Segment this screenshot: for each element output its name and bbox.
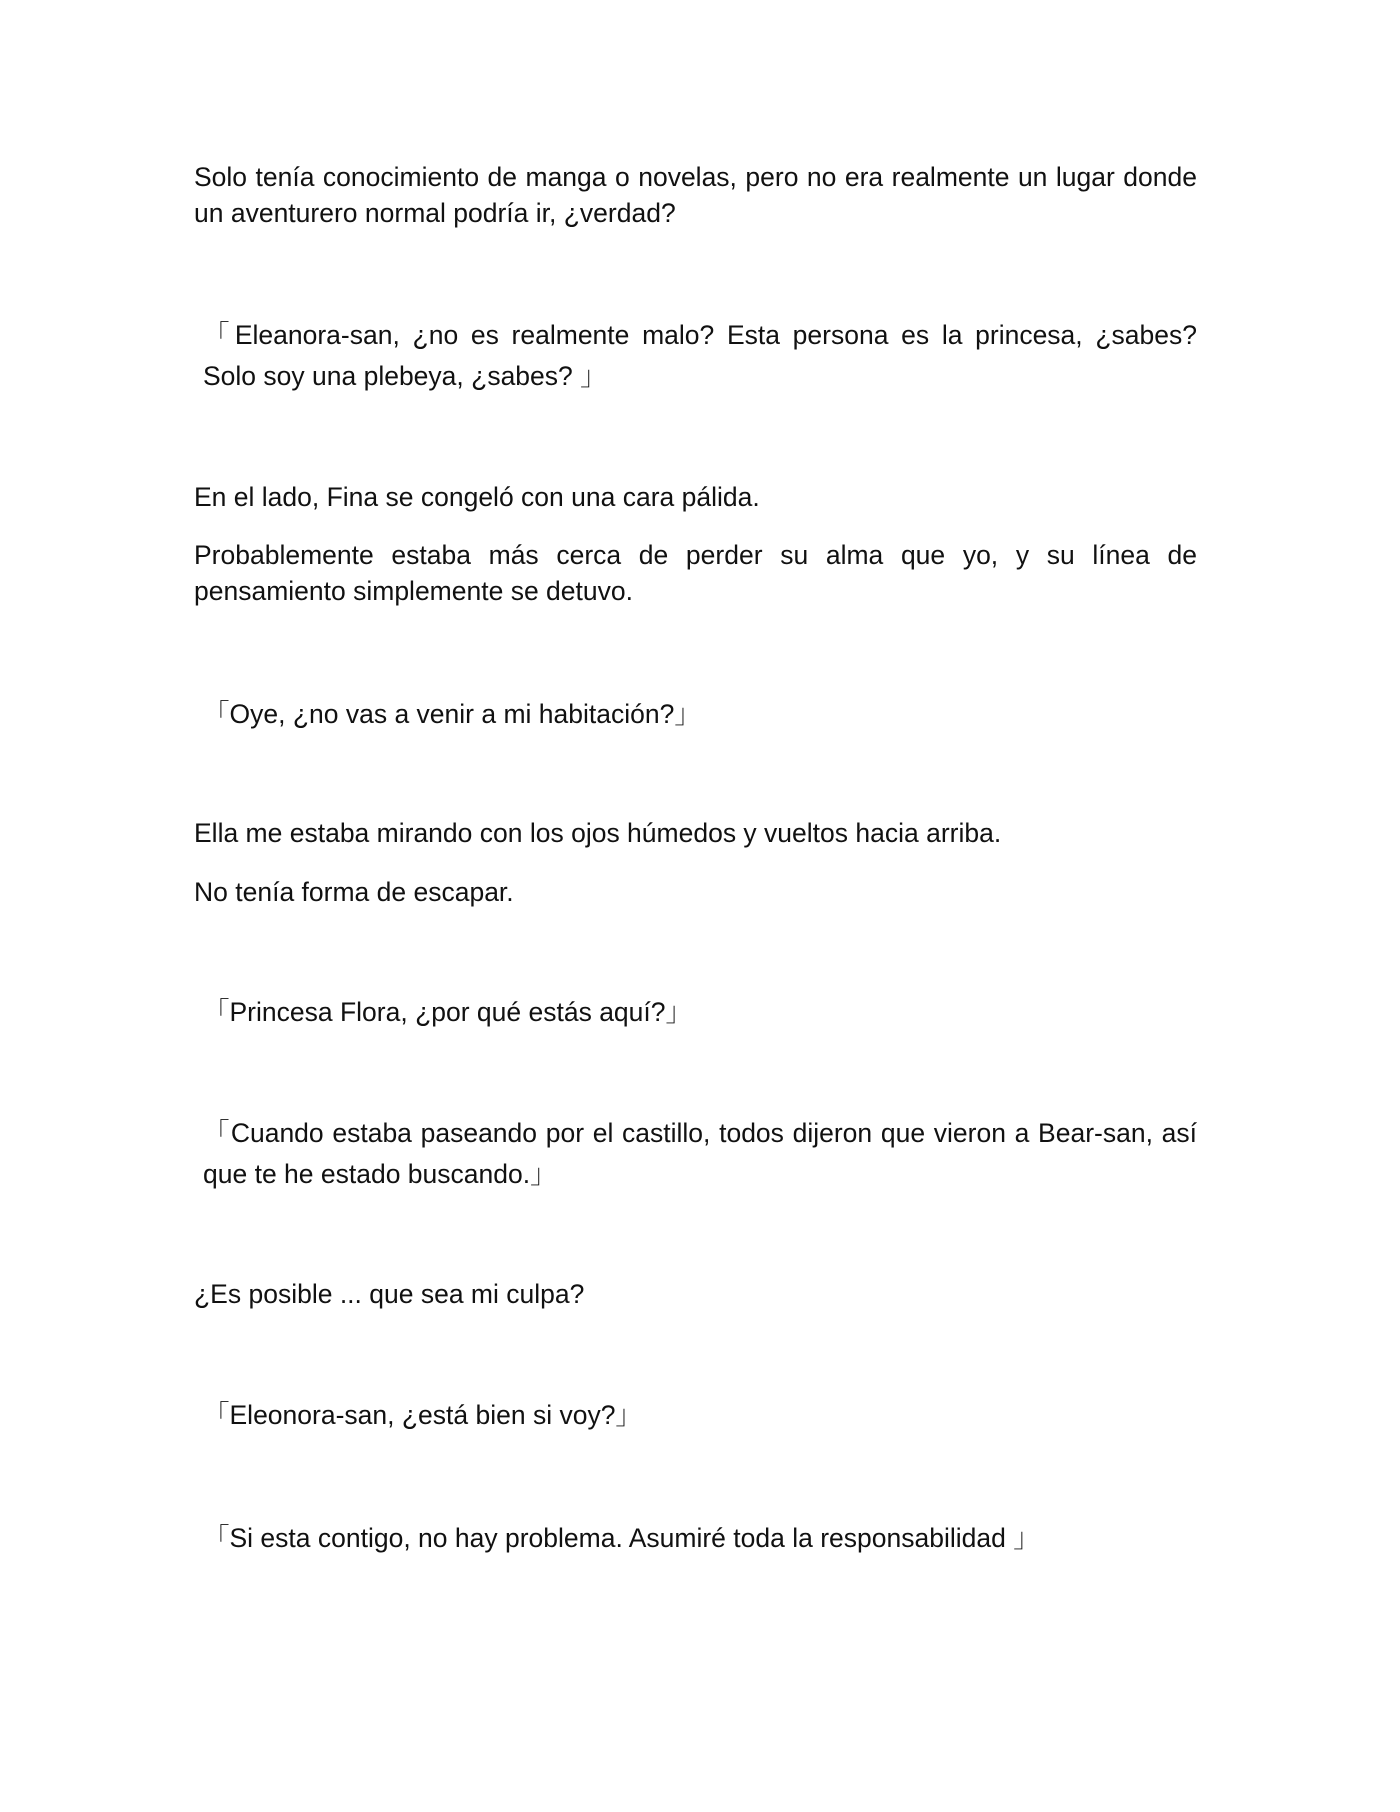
paragraph-narration: ¿Es posible ... que sea mi culpa? (194, 1279, 585, 1309)
paragraph-dialogue: 「Eleonora-san, ¿está bien si voy?」 (203, 1400, 642, 1430)
paragraph-narration: Probablemente estaba más cerca de perder su alma que yo, y su línea de pensamiento simplemente se detuvo. (194, 540, 1197, 606)
paragraph-dialogue: 「Si esta contigo, no hay problema. Asumiré toda la responsabilidad 」 (203, 1523, 1040, 1553)
paragraph-narration: Ella me estaba mirando con los ojos húmedos y vueltos hacia arriba. (194, 818, 1002, 848)
paragraph-dialogue: 「Eleanora-san, ¿no es realmente malo? Esta persona es la princesa, ¿sabes? Solo soy una plebeya, ¿sabes? 」 (203, 320, 1197, 391)
paragraph-dialogue: 「Cuando estaba paseando por el castillo, todos dijeron que vieron a Bear-san, así que te he estado buscando.」 (203, 1118, 1197, 1189)
paragraph-narration: Solo tenía conocimiento de manga o novelas, pero no era realmente un lugar donde un aventurero normal podría ir, ¿verdad? (194, 162, 1197, 228)
paragraph-dialogue: 「Princesa Flora, ¿por qué estás aquí?」 (203, 997, 693, 1027)
paragraph-dialogue: 「Oye, ¿no vas a venir a mi habitación?」 (203, 699, 701, 729)
paragraph-narration: En el lado, Fina se congeló con una cara pálida. (194, 482, 760, 512)
paragraph-narration: No tenía forma de escapar. (194, 877, 514, 907)
